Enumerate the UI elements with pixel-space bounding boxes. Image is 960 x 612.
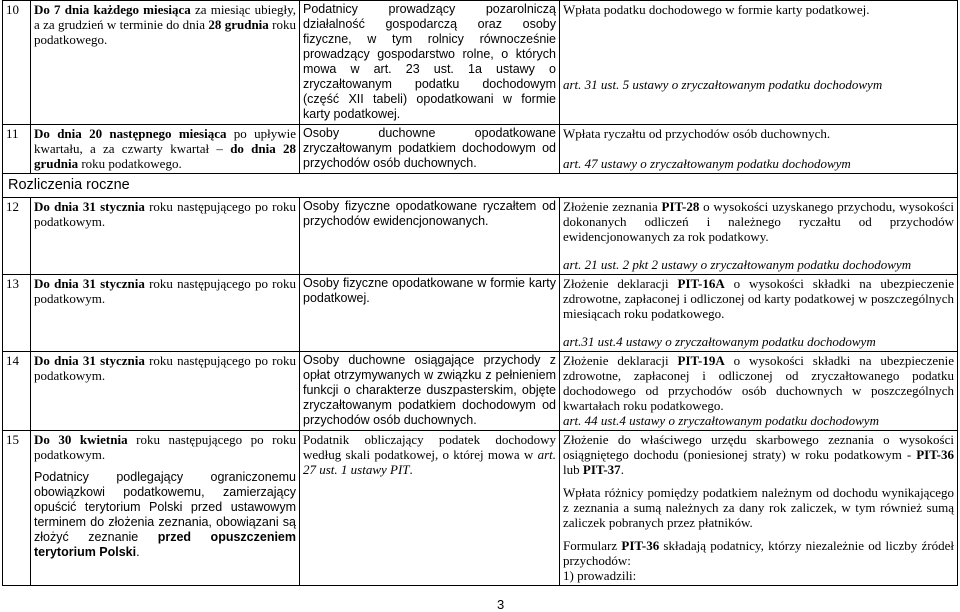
deadline-bold: Do 30 kwietnia (34, 432, 128, 447)
obligation-cell (560, 1, 958, 125)
table-row (3, 275, 958, 352)
deadline-text: roku następującego po roku podatkowym. (34, 199, 297, 229)
legal-basis: art. 31 ust. 5 ustawy o zryczałtowanym podatku dochodowym (563, 77, 883, 92)
obligation-text: Wpłata ryczałtu od przychodów osób duchownych. (563, 126, 831, 141)
obligation-text: Złożenie zeznania PIT-28 o wysokości uzyskanego przychodu, wysokości dokonanych odliczeń i należnego ryczałtu od przychodów ewidencjonowanych za rok podatkowy. (563, 199, 955, 244)
deadline-cell (31, 198, 300, 275)
deadline-bold: Do dnia 31 stycznia (34, 353, 145, 368)
table-row (3, 1, 958, 125)
table-row (3, 431, 958, 586)
deadline-text: roku podatkowego. (34, 17, 296, 47)
deadline-text: za miesiąc ubiegły, a za grudzień w terminie do dnia (34, 2, 296, 32)
section-row (3, 174, 958, 198)
taxpayer-cell: Osoby fizyczne opodatkowane w formie karty podatkowej. (300, 275, 560, 352)
obligation-cell (560, 125, 958, 174)
row-number: 14 (3, 352, 31, 431)
obligation-cell (560, 275, 958, 352)
obligation-text: Złożenie do właściwego urzędu skarbowego zeznania o wysokości osiągniętego dochodu (poniesionej straty) w roku podatkowym - PIT-36 lub PIT-37. (563, 432, 954, 477)
table-row (3, 352, 958, 431)
deadline-text: roku następującego po roku podatkowym. (34, 276, 297, 306)
deadline-bold: 28 grudnia (208, 17, 269, 32)
obligation-cell (560, 431, 958, 586)
legal-basis: art. 44 ust.4 ustawy o zryczałtowanym podatku dochodowym (563, 413, 879, 428)
section-title: Rozliczenia roczne (3, 174, 958, 198)
row-number: 12 (3, 198, 31, 275)
table-row (3, 198, 958, 275)
payment-text: Wpłata różnicy pomiędzy podatkiem należnym od dochodu wynikającego z zeznania a sumą należnych za dany rok zaliczek, w tym również sumą zaliczek pobranych przez płatników. (563, 485, 954, 530)
tax-deadlines-table (2, 0, 958, 586)
deadline-cell (31, 431, 300, 586)
taxpayer-cell: Osoby duchowne opodatkowane zryczałtowanym podatkiem dochodowym od przychodów osób duchownych. (300, 125, 560, 174)
deadline-bold: Do 7 dnia każdego miesiąca (34, 2, 191, 17)
deadline-bold: Do dnia 31 stycznia (34, 276, 145, 291)
row-number: 13 (3, 275, 31, 352)
deadline-text: roku podatkowego. (78, 156, 182, 171)
legal-basis: art.31 ust.4 ustawy o zryczałtowanym podatku dochodowym (563, 334, 876, 349)
deadline-cell (31, 125, 300, 174)
deadline-text: roku następującego po roku podatkowym. (34, 353, 297, 383)
table-row (3, 125, 958, 174)
deadline-bold: do dnia 28 grudnia (34, 141, 296, 171)
deadline-cell (31, 275, 300, 352)
page-number: 3 (497, 597, 505, 612)
departure-note: Podatnicy podlegający ograniczonemu obowiązkowi podatkowemu, zamierzający opuścić terytorium Polski przed ustawowym terminem do złożenia zeznania, obowiązani są złożyć zeznanie przed opuszczeniem terytorium Polski. (34, 470, 296, 559)
deadline-cell (31, 352, 300, 431)
list-item: 1) prowadzili: (563, 568, 637, 583)
form-note: Formularz PIT-36 składają podatnicy, którzy niezależnie od liczby źródeł przychodów: (563, 538, 954, 568)
obligation-cell (560, 352, 958, 431)
form-code: PIT-28 (661, 199, 700, 214)
obligation-text: Złożenie deklaracji PIT-16A o wysokości składki na ubezpieczenie zdrowotne, zapłaconej i odliczonej od karty podatkowej w poszczególnych miesiącach roku podatkowego. (563, 276, 954, 321)
deadline-bold: Do dnia 20 następnego miesiąca (34, 126, 227, 141)
row-number: 10 (3, 1, 31, 125)
form-code: PIT-19A (677, 353, 725, 368)
obligation-text: Złożenie deklaracji PIT-19A o wysokości składki na ubezpieczenie zdrowotne, zapłaconej i odliczonej od zryczałtowanego podatku dochodowego od przychodów osób duchownych w poszczególnych kwartałach roku podatkowego. (563, 353, 954, 413)
row-number: 11 (3, 125, 31, 174)
row-number: 15 (3, 431, 31, 586)
deadline-text: po upływie kwartału, a za czwarty kwartał – (34, 126, 296, 156)
legal-basis: art. 47 ustawy o zryczałtowanym podatku dochodowym (563, 156, 851, 171)
taxpayer-cell: Osoby fizyczne opodatkowane ryczałtem od przychodów ewidencjonowanych. (300, 198, 560, 275)
deadline-cell (31, 1, 300, 125)
legal-basis: art. 21 ust. 2 pkt 2 ustawy o zryczałtowanym podatku dochodowym (563, 257, 912, 272)
obligation-text: Wpłata podatku dochodowego w formie karty podatkowej. (563, 2, 870, 17)
obligation-cell (560, 198, 958, 275)
taxpayer-cell: Podatnik obliczający podatek dochodowy według skali podatkowej, o której mowa w art. 27 ust. 1 ustawy PIT. (300, 431, 560, 586)
deadline-bold: Do dnia 31 stycznia (34, 199, 145, 214)
deadline-text: Do 30 kwietnia roku następującego po roku podatkowym. (34, 432, 296, 462)
taxpayer-cell: Osoby duchowne osiągające przychody z opłat otrzymywanych w związku z pełnieniem funkcji o charakterze duszpasterskim, objęte zryczałtowanym podatkiem dochodowym od przychodów osób duchownych. (300, 352, 560, 431)
taxpayer-cell: Podatnicy prowadzący pozarolniczą działalność gospodarczą oraz osoby fizyczne, w tym rolnicy równocześnie prowadzący gospodarstwo rolne, o których mowa w art. 23 ust. 1a ustawy o zryczałtowanym podatku dochodowym (część XII tabeli) opodatkowani w formie karty podatkowej. (300, 1, 560, 125)
form-code: PIT-16A (677, 276, 725, 291)
